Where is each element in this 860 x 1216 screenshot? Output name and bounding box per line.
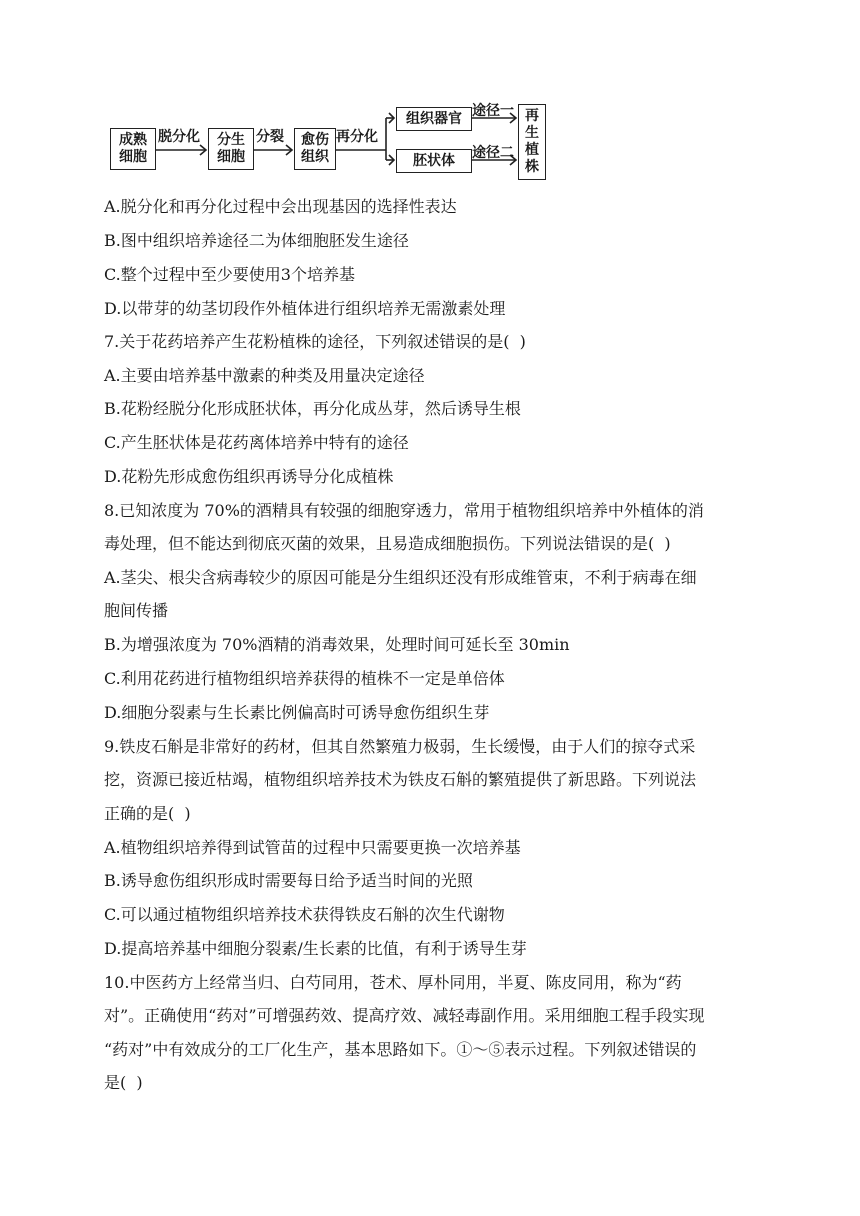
text-line: 毒处理，但不能达到彻底灭菌的效果，且易造成细胞损伤。下列说法错误的是( ) — [104, 534, 671, 553]
text-line: 10.中医药方上经常当归、白芍同用，苍术、厚朴同用，半夏、陈皮同用，称为“药 — [104, 973, 682, 992]
text-line: D.以带芽的幼茎切段作外植体进行组织培养无需激素处理 — [104, 299, 506, 318]
text-line: D.花粉先形成愈伤组织再诱导分化成植株 — [104, 467, 394, 486]
text-line: A.茎尖、根尖含病毒较少的原因可能是分生组织还没有形成维管束，不利于病毒在细 — [104, 568, 697, 587]
text-line: A.脱分化和再分化过程中会出现基因的选择性表达 — [104, 197, 457, 216]
text-line: 对”。正确使用“药对”可增强药效、提高疗效、减轻毒副作用。采用细胞工程手段实现 — [104, 1006, 705, 1025]
text-line: A.植物组织培养得到试管苗的过程中只需要更换一次培养基 — [104, 838, 521, 857]
mature-cell-label: 成熟 细胞 — [119, 132, 147, 165]
meristem-cell-box — [208, 128, 254, 170]
division-label: 分裂 — [256, 129, 284, 145]
text-line: C.整个过程中至少要使用3个培养基 — [104, 265, 355, 284]
text-line: 7.关于花药培养产生花粉植株的途径，下列叙述错误的是( ) — [104, 332, 526, 351]
tissue-culture-diagram — [108, 104, 550, 182]
text-line: C.利用花药进行植物组织培养获得的植株不一定是单倍体 — [104, 669, 505, 688]
text-line: 胞间传播 — [104, 601, 169, 620]
meristem-cell-label: 分生 细胞 — [217, 132, 245, 165]
callus-box — [294, 128, 336, 170]
path-two-label: 途径二 — [472, 145, 514, 161]
text-line: A.主要由培养基中激素的种类及用量决定途径 — [104, 366, 425, 385]
mature-cell-box — [110, 128, 156, 170]
embryoid-label: 胚状体 — [413, 152, 455, 169]
text-line: 8.已知浓度为 70%的酒精具有较强的细胞穿透力，常用于植物组织培养中外植体的消 — [104, 501, 704, 520]
text-line: B.诱导愈伤组织形成时需要每日给予适当时间的光照 — [104, 871, 473, 890]
regenerated-plant-box — [518, 104, 546, 180]
text-line: B.花粉经脱分化形成胚状体，再分化成丛芽，然后诱导生根 — [104, 399, 521, 418]
text-line: 9.铁皮石斛是非常好的药材，但其自然繁殖力极弱，生长缓慢，由于人们的掠夺式采 — [104, 737, 696, 756]
organ-label: 组织器官 — [406, 110, 462, 127]
text-line: D.细胞分裂素与生长素比例偏高时可诱导愈伤组织生芽 — [104, 703, 490, 722]
text-line: B.图中组织培养途径二为体细胞胚发生途径 — [104, 231, 409, 250]
text-line: 是( ) — [104, 1073, 143, 1092]
text-line: C.产生胚状体是花药离体培养中特有的途径 — [104, 433, 409, 452]
embryoid-box — [396, 149, 472, 173]
text-line: “药对”中有效成分的工厂化生产，基本思路如下。①～⑤表示过程。下列叙述错误的 — [104, 1040, 697, 1059]
dedifferentiation-label: 脱分化 — [158, 129, 200, 145]
text-line: 挖，资源已接近枯竭，植物组织培养技术为铁皮石斛的繁殖提供了新思路。下列说法 — [104, 770, 697, 789]
text-line: D.提高培养基中细胞分裂素/生长素的比值，有利于诱导生芽 — [104, 939, 527, 958]
text-line: 正确的是( ) — [104, 804, 191, 823]
callus-label: 愈伤 组织 — [301, 132, 329, 165]
organ-box — [396, 107, 472, 131]
redifferentiation-label: 再分化 — [336, 129, 378, 145]
path-one-label: 途径一 — [472, 103, 514, 119]
text-line: C.可以通过植物组织培养技术获得铁皮石斛的次生代谢物 — [104, 905, 505, 924]
regenerated-plant-label: 再 生 植 株 — [525, 108, 539, 175]
text-line: B.为增强浓度为 70%酒精的消毒效果，处理时间可延长至 30min — [104, 635, 570, 654]
